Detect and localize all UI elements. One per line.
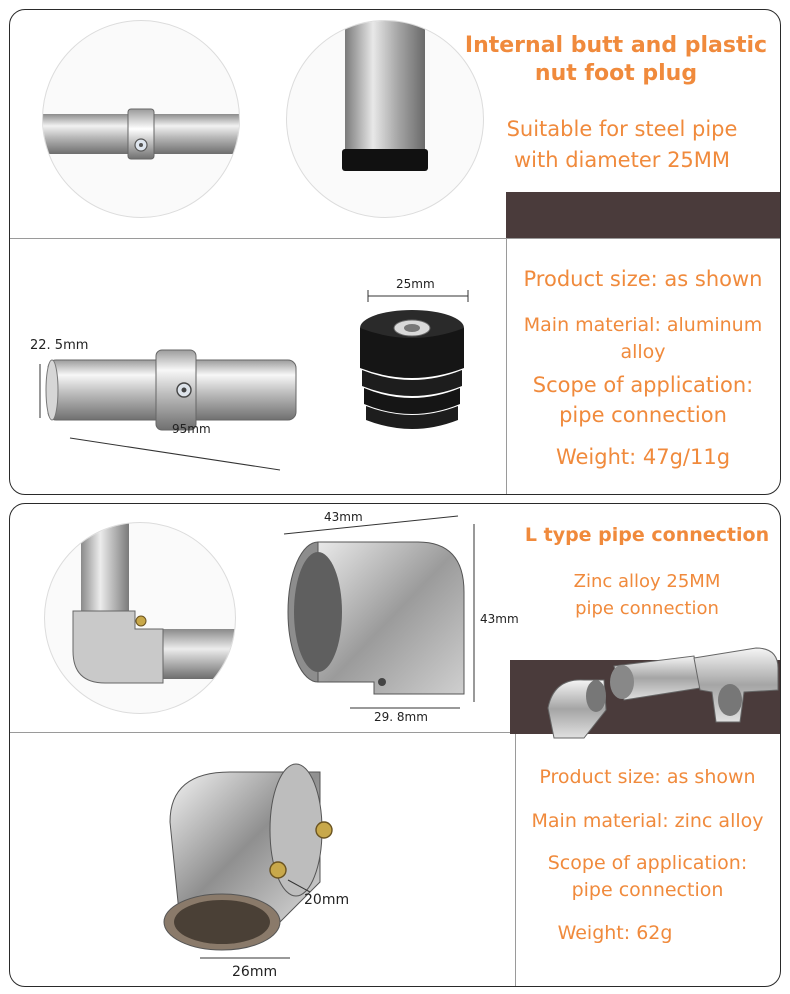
panel-l-type <box>9 503 781 987</box>
panel1-title-text: Internal butt and plastic nut foot plug <box>464 33 768 86</box>
dark-band <box>506 192 780 238</box>
dim-connector-length: 95mm <box>172 422 211 436</box>
dim-height: 43mm <box>480 612 519 626</box>
dim-connector-diameter: 22. 5mm <box>30 338 89 353</box>
panel2-weight: Weight: 62g <box>557 922 673 944</box>
panel1-title <box>458 32 774 87</box>
panel2-row-divider <box>10 732 515 733</box>
dim-top-width: 43mm <box>324 510 363 524</box>
dim-inner-depth: 20mm <box>304 892 350 908</box>
panel2-subtitle-line2: pipe connection <box>575 598 719 619</box>
panel2-material: Main material: zinc alloy <box>531 810 764 832</box>
panel2-scope-line2: pipe connection <box>571 879 724 901</box>
butt-joint-detail-image <box>42 20 240 218</box>
l-joint-large-image <box>160 752 380 982</box>
l-joint-detail-image <box>44 522 236 714</box>
panel2-title: L type pipe connection <box>524 524 770 546</box>
foot-plug-image <box>350 278 470 438</box>
panel2-scope <box>515 850 780 904</box>
dim-bottom-width: 29. 8mm <box>374 710 428 724</box>
foot-plug-detail-image <box>286 20 484 218</box>
panel1-subtitle-line1: Suitable for steel pipe <box>506 117 738 141</box>
panel2-scope-line1: Scope of application: <box>547 852 748 874</box>
panel1-subtitle <box>490 114 754 176</box>
panel2-size: Product size: as shown <box>539 766 756 788</box>
panel1-weight: Weight: 47g/11g <box>555 445 731 469</box>
panel1-scope-line1: Scope of application: <box>532 373 754 397</box>
dim-inner-diameter: 26mm <box>232 964 278 980</box>
panel1-material-line2: alloy <box>620 341 666 363</box>
panel1-material-line1: Main material: aluminum <box>523 314 763 336</box>
panel1-scope-line2: pipe connection <box>559 403 727 427</box>
panel-internal-butt <box>9 9 781 495</box>
panel1-scope <box>506 370 780 430</box>
panel1-row-divider <box>10 238 780 239</box>
panel1-material <box>506 312 780 366</box>
pipe-connector-image <box>30 310 310 460</box>
panel2-subtitle <box>530 568 764 622</box>
fittings-group-image <box>544 638 781 738</box>
panel1-subtitle-line2: with diameter 25MM <box>513 148 731 172</box>
panel1-size: Product size: as shown <box>523 267 763 291</box>
panel2-subtitle-line1: Zinc alloy 25MM <box>573 571 721 592</box>
dim-plug-width: 25mm <box>396 277 435 291</box>
